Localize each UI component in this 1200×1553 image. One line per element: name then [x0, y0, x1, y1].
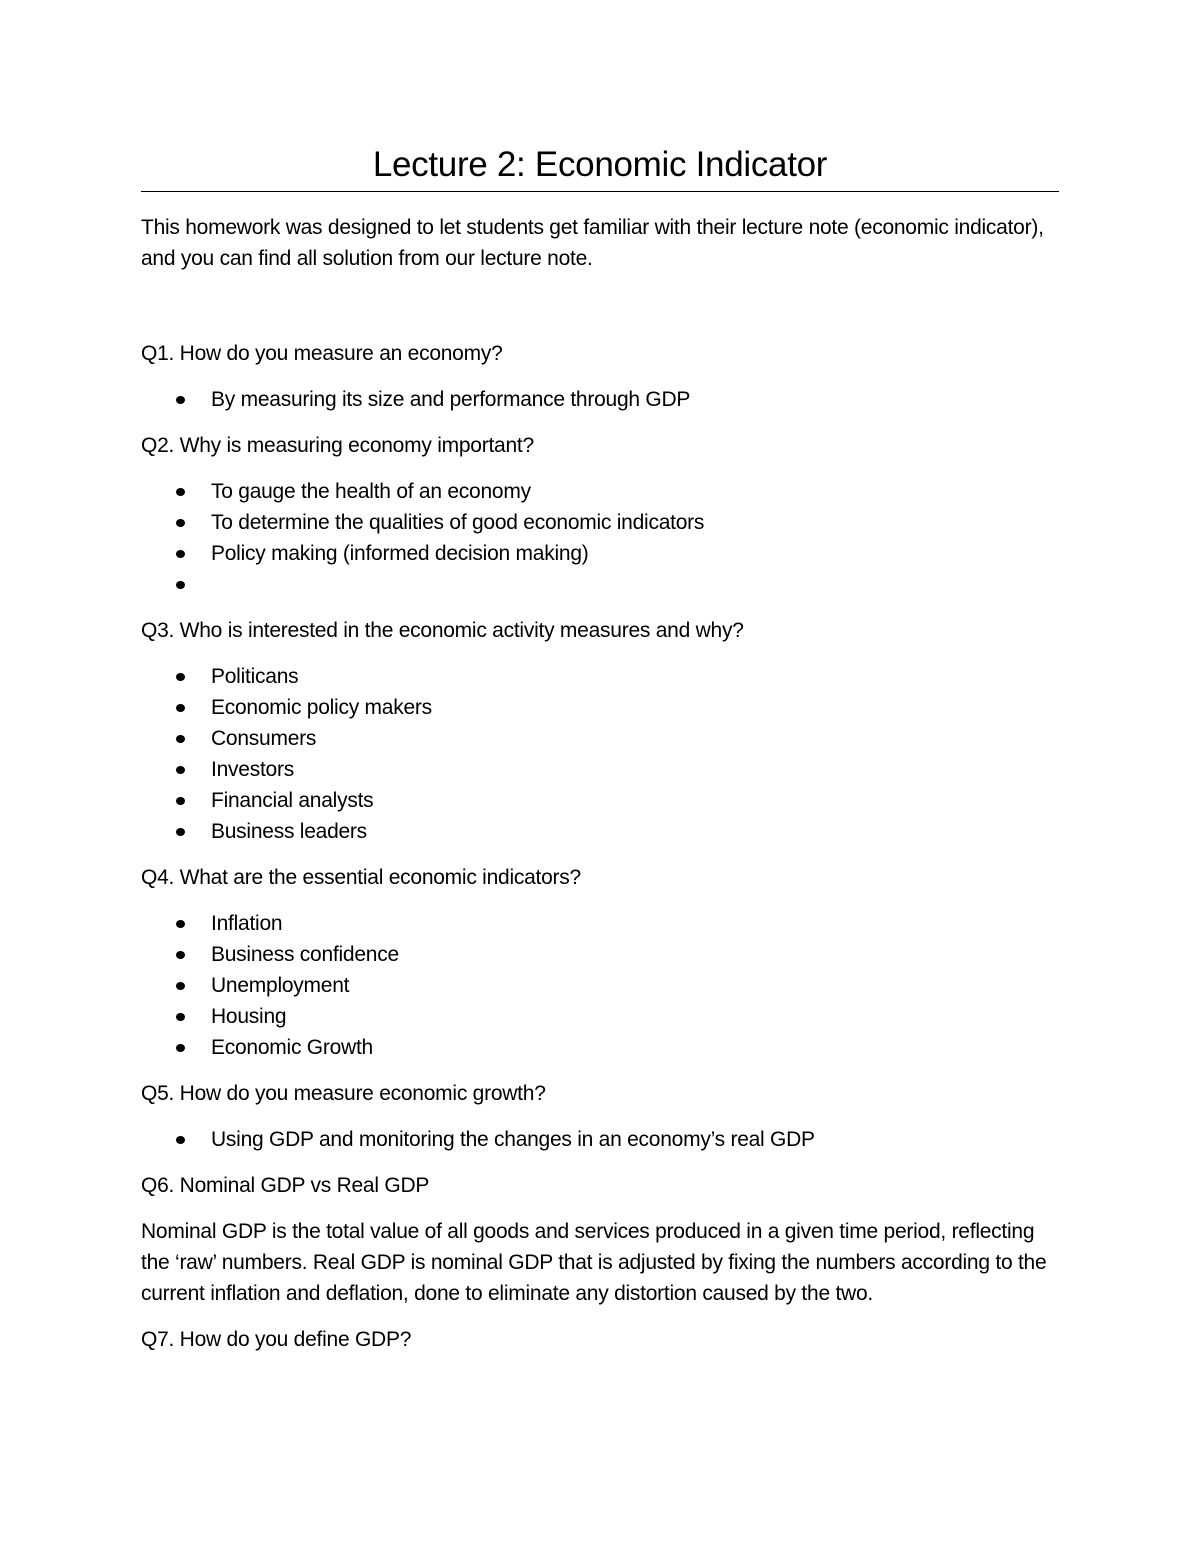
question-7: Q7. How do you define GDP? — [141, 1328, 412, 1351]
bullet-icon — [176, 735, 185, 743]
question-6: Q6. Nominal GDP vs Real GDP — [141, 1174, 430, 1197]
list-item — [141, 785, 1059, 816]
answer-text: Financial analysts — [211, 789, 374, 812]
bullet-icon — [176, 396, 185, 404]
question-4: Q4. What are the essential economic indicators? — [141, 866, 581, 889]
answer-text: Politicans — [211, 665, 299, 688]
answer-text: Policy making (informed decision making) — [211, 542, 589, 565]
bullet-icon — [176, 920, 185, 928]
bullet-icon — [176, 982, 185, 990]
answer-list-2 — [141, 476, 1059, 600]
list-item — [141, 908, 1059, 939]
answer-text: Inflation — [211, 912, 283, 935]
answer-text: Business leaders — [211, 820, 367, 843]
answer-text: Using GDP and monitoring the changes in an economy’s real GDP — [211, 1128, 815, 1151]
answer-text: Investors — [211, 758, 294, 781]
answer-text: Consumers — [211, 727, 317, 750]
bullet-icon — [176, 673, 185, 681]
bullet-icon — [176, 1044, 185, 1052]
list-item — [141, 1032, 1059, 1063]
answer-text: Unemployment — [211, 974, 350, 997]
list-item — [141, 1124, 1059, 1155]
answer-list-5 — [141, 1124, 1059, 1155]
list-item — [141, 970, 1059, 1001]
bullet-icon — [176, 581, 185, 589]
list-item — [141, 384, 1059, 415]
answer-list-4 — [141, 908, 1059, 1063]
answer-text: Business confidence — [211, 943, 399, 966]
answer-text: Housing — [211, 1005, 287, 1028]
bullet-icon — [176, 488, 185, 496]
bullet-icon — [176, 519, 185, 527]
answer-paragraph-6: Nominal GDP is the total value of all goods and services produced in a given time period, reflecting the ‘raw’ numbers. Real GDP is nominal GDP that is adjusted by fixing the numbers according to the current inflation and deflation, done to eliminate any distortion caused by the two. — [141, 1220, 1047, 1305]
answer-text: Economic Growth — [211, 1036, 373, 1059]
question-1: Q1. How do you measure an economy? — [141, 342, 503, 365]
question-5: Q5. How do you measure economic growth? — [141, 1082, 546, 1105]
answer-list-3 — [141, 661, 1059, 847]
answer-text: To gauge the health of an economy — [211, 480, 531, 503]
intro-paragraph: This homework was designed to let students get familiar with their lecture note (economic indicator), and you can find all solution from our lecture note. — [141, 216, 1044, 270]
answer-list-1 — [141, 384, 1059, 415]
list-item — [141, 507, 1059, 538]
bullet-icon — [176, 951, 185, 959]
list-item — [141, 692, 1059, 723]
bullet-icon — [176, 704, 185, 712]
title-underline — [141, 191, 1059, 192]
list-item — [141, 939, 1059, 970]
list-item — [141, 476, 1059, 507]
bullet-icon — [176, 828, 185, 836]
list-item — [141, 816, 1059, 847]
answer-text: To determine the qualities of good economic indicators — [211, 511, 705, 534]
list-item — [141, 661, 1059, 692]
bullet-icon — [176, 1013, 185, 1021]
answer-text: Economic policy makers — [211, 696, 432, 719]
question-2: Q2. Why is measuring economy important? — [141, 434, 534, 457]
answer-text: By measuring its size and performance through GDP — [211, 388, 691, 411]
document-page — [141, 140, 1059, 1355]
list-item — [141, 569, 1059, 600]
list-item — [141, 754, 1059, 785]
question-3: Q3. Who is interested in the economic activity measures and why? — [141, 619, 744, 642]
bullet-icon — [176, 1136, 185, 1144]
bullet-icon — [176, 550, 185, 558]
list-item — [141, 538, 1059, 569]
document-title: Lecture 2: Economic Indicator — [372, 145, 828, 184]
list-item — [141, 1001, 1059, 1032]
bullet-icon — [176, 797, 185, 805]
list-item — [141, 723, 1059, 754]
bullet-icon — [176, 766, 185, 774]
